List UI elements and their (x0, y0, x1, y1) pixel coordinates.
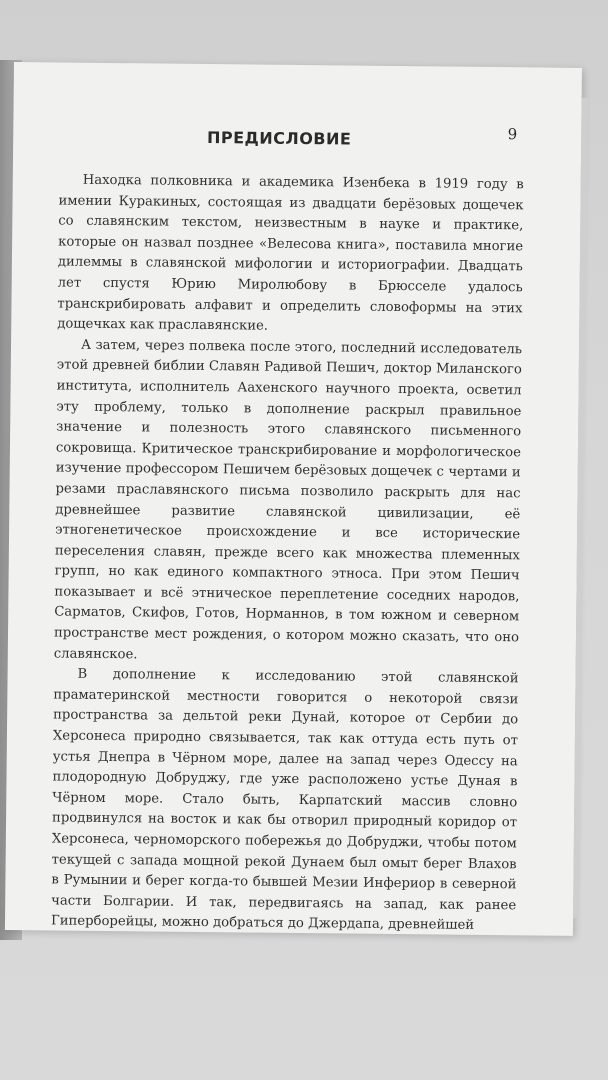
page-number: 9 (507, 125, 518, 144)
body-text (51, 170, 524, 937)
page-edge (573, 98, 588, 918)
paragraph-1: Находка полковника и академика Изенбека в 1919 году в имении Куракиных, состоящая из двадцати берёзовых дощечек со славянским текстом, неизвестным в науке и практике, которые он назвал позднее «Велесова книга», поставила многие дилеммы в славянской мифологии и историографии. Двадцать лет спустя Юрию Миролюбову в Брюсселе удалось транскрибировать алфавит и определить словоформы на этих дощечках как праславянские. (57, 172, 524, 334)
paragraph-2: А затем, через полвека после этого, последний исследователь этой древней библии Славян Радивой Пешич, доктор Миланского института, исполнитель Аахенского научного проекта, осветил эту проблему, только в дополнение раскрыл правильное значение и полезность этого славянского письменного сокровища. Критическое транскрибирование и морфологическое изучение профессором Пешичем берёзовых дощечек с чертами и резами праславянского письма позволило раскрыть для нас древнейшее развитие славянской цивилизации, её этногенетическое происхождение и все исторические переселения славян, прежде всего как множества племенных групп, но как единого компактного этноса. При этом Пешич показывает и всё этническое переплетение соседних народов, Сарматов, Скифов, Готов, Норманнов, в том южном и северном пространстве мест рождения, о котором можно сказать, что оно славянское. (53, 337, 523, 662)
chapter-heading: ПРЕДИСЛОВИЕ (206, 128, 352, 149)
paragraph-3: В дополнение к исследованию этой славянской праматеринской местности говорится о некоторой связи пространства за дельтой реки Дунай, которое от Сербии до Херсонеса природно связывается, так как оттуда есть путь от устья Днепра в Чёрном море, далее на запад через Одессу на плодородную Добруджу, где уже расположено устье Дуная в Чёрном море. Стало быть, Карпатский массив словно продвинулся на восток и как бы отворил природный коридор от Херсонеса, черноморского побережья до Добруджи, чтобы потом текущей с запада мощной рекой Дунаем был омыт берег Влахов в Румынии и берег когда-то бывшей Мезии Инфериор в северной части Болгарии. И так, передвигаясь на запад, как ранее Гиперборейцы, можно добраться до Джердапа, древнейшей (50, 666, 519, 934)
book-page (5, 62, 582, 936)
